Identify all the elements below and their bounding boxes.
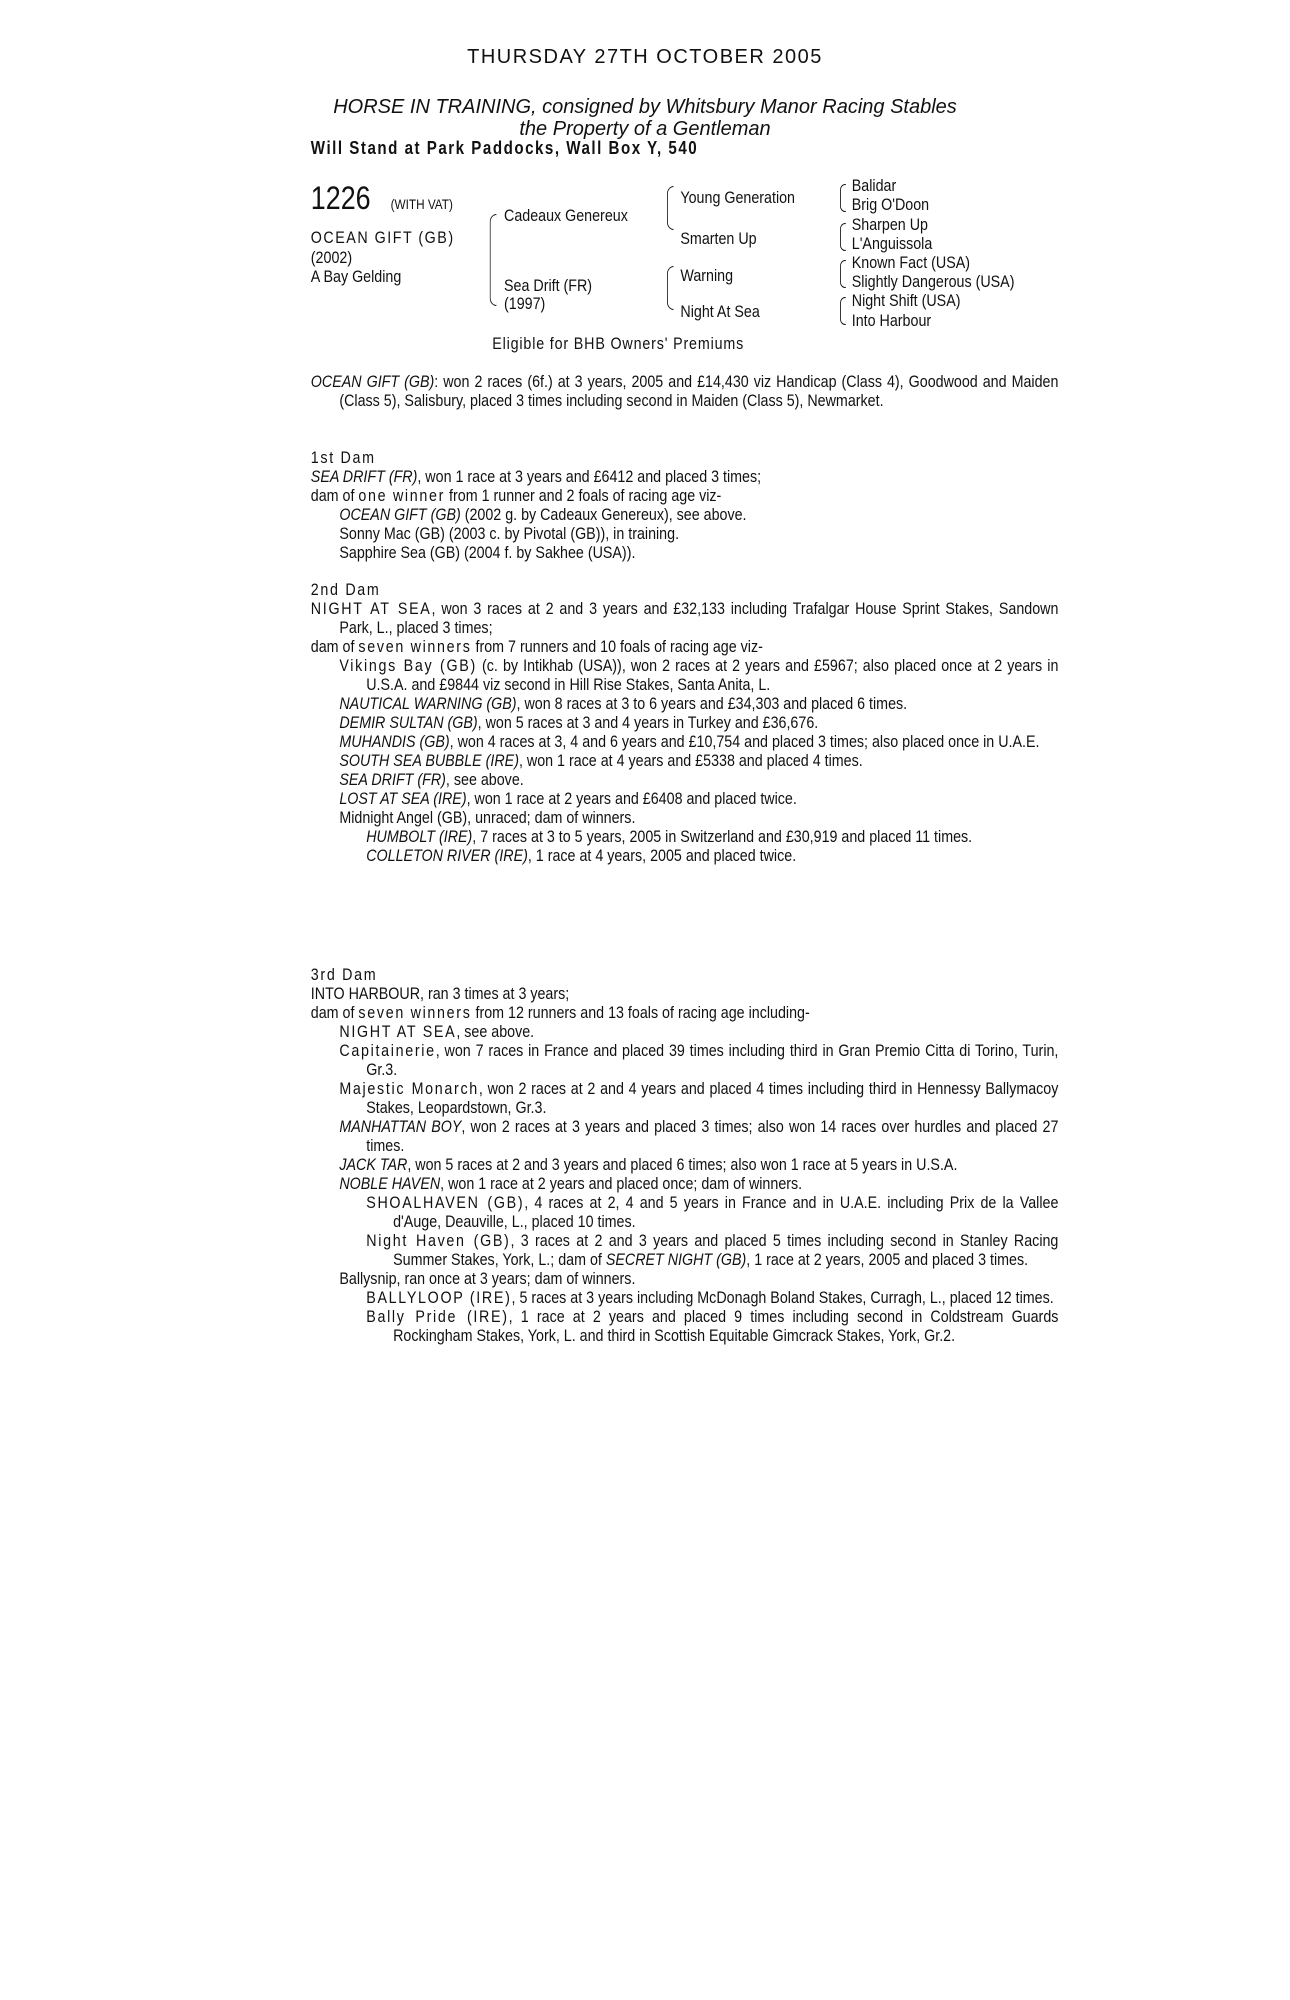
produce-detail: , see above. bbox=[445, 770, 524, 789]
brace-ggp-2 bbox=[840, 223, 846, 251]
produce-name: SOUTH SEA BUBBLE (IRE) bbox=[339, 751, 519, 770]
ggp-3: Sharpen Up bbox=[851, 215, 928, 234]
produce-detail: , won 8 races at 3 to 6 years and £34,303 and placed 6 times. bbox=[516, 694, 908, 713]
first-dam-produce-pre: dam of bbox=[310, 486, 359, 505]
grand-produce-detail: , 4 races at 2, 4 and 5 years in France and in U.A.E. including Prix de la Vallee d'Auge, Deauville, L., placed 10 times. bbox=[393, 1193, 1059, 1231]
produce-detail: , won 5 races at 2 and 3 years and placed 6 times; also won 1 race at 5 years in U.S.A. bbox=[407, 1155, 958, 1174]
produce-name: LOST AT SEA (IRE) bbox=[339, 789, 467, 808]
ggp-7: Night Shift (USA) bbox=[851, 291, 961, 310]
horse-description: A Bay Gelding bbox=[310, 267, 402, 286]
consignor-line: HORSE IN TRAINING, consigned by Whitsbury Manor Racing Stables bbox=[333, 96, 957, 118]
property-line: the Property of a Gentleman bbox=[519, 118, 771, 140]
first-dam-winners: one winner bbox=[358, 486, 446, 505]
third-dam-record: INTO HARBOUR, ran 3 times at 3 years; bbox=[310, 984, 570, 1003]
race-summary bbox=[311, 372, 1059, 410]
produce-name: NOBLE HAVEN bbox=[339, 1174, 441, 1193]
grand-produce-detail: , 7 races at 3 to 5 years, 2005 in Switzerland and £30,919 and placed 11 times. bbox=[472, 827, 973, 846]
lot-number: 1226 bbox=[310, 180, 371, 216]
sale-date: THURSDAY 27TH OCTOBER 2005 bbox=[467, 46, 823, 68]
premiums-note: Eligible for BHB Owners' Premiums bbox=[492, 334, 745, 353]
grand-produce-name: Night Haven (GB) bbox=[366, 1231, 511, 1250]
produce-entry: Ballysnip, ran once at 3 years; dam of winners. bbox=[339, 1269, 636, 1288]
produce-detail: , won 2 races at 2 and 4 years and placed 4 times including third in Hennessy Ballymacoy Stakes, Leopardstown, Gr.3. bbox=[366, 1079, 1059, 1117]
produce-detail: , won 4 races at 3, 4 and 6 years and £10,754 and placed 3 times; also placed once in U.A.E. bbox=[449, 732, 1040, 751]
produce-pre: dam of bbox=[310, 1003, 359, 1022]
foal-name: OCEAN GIFT (GB) bbox=[339, 505, 461, 524]
third-dam-section bbox=[311, 965, 1059, 1345]
produce-winners: seven winners bbox=[358, 637, 472, 656]
produce-name: Capitainerie bbox=[339, 1041, 436, 1060]
produce-name: JACK TAR bbox=[339, 1155, 408, 1174]
produce-detail: , won 5 races at 3 and 4 years in Turkey and £36,676. bbox=[477, 713, 819, 732]
produce-detail: , won 1 race at 2 years and placed once; dam of winners. bbox=[440, 1174, 803, 1193]
foal-detail: (2002 g. by Cadeaux Genereux), see above. bbox=[460, 505, 747, 524]
dam-year: (1997) bbox=[503, 294, 546, 313]
first-dam-name: SEA DRIFT (FR) bbox=[310, 467, 418, 486]
grand-produce-detail: , 3 races at 2 and 3 years and placed 5 times including second in Stanley Racing Summer Stakes, York, L.; dam of bbox=[393, 1231, 1059, 1269]
summary-text: : won 2 races (6f.) at 3 years, 2005 and £14,430 viz Handicap (Class 4), Goodwood and Maiden (Class 5), Salisbury, placed 3 times including second in Maiden (Class 5), Newmarket. bbox=[339, 372, 1059, 410]
grand-produce-name: COLLETON RIVER (IRE) bbox=[366, 846, 528, 865]
horse-year: (2002) bbox=[310, 248, 353, 267]
produce-name: NIGHT AT SEA bbox=[339, 1022, 457, 1041]
produce-name: SEA DRIFT (FR) bbox=[339, 770, 446, 789]
ggp-8: Into Harbour bbox=[851, 311, 932, 330]
grand-produce-name: Bally Pride (IRE) bbox=[366, 1307, 509, 1326]
produce-detail: , won 2 races at 3 years and placed 3 times; also won 14 races over hurdles and placed 27 times. bbox=[366, 1117, 1059, 1155]
grand-produce-name: HUMBOLT (IRE) bbox=[366, 827, 473, 846]
produce-post: from 12 runners and 13 foals of racing age including- bbox=[471, 1003, 810, 1022]
ggp-6: Slightly Dangerous (USA) bbox=[851, 272, 1015, 291]
ggp-1: Balidar bbox=[851, 176, 897, 195]
grand-produce-name: BALLYLOOP (IRE) bbox=[366, 1288, 512, 1307]
produce-name: Majestic Monarch bbox=[339, 1079, 479, 1098]
grand-produce-name: SHOALHAVEN (GB) bbox=[366, 1193, 525, 1212]
first-dam-section bbox=[311, 448, 1059, 562]
second-dam-title: 2nd Dam bbox=[310, 580, 381, 599]
brace-ggp-3 bbox=[840, 260, 846, 288]
produce-detail: , won 7 races in France and placed 39 times including third in Gran Premio Citta di Torino, Turin, Gr.3. bbox=[366, 1041, 1059, 1079]
produce-name: MUHANDIS (GB) bbox=[339, 732, 450, 751]
brace-ggp-4 bbox=[840, 297, 846, 325]
first-dam-title: 1st Dam bbox=[310, 448, 376, 467]
produce-name: Vikings Bay (GB) bbox=[339, 656, 477, 675]
produce-detail: , won 1 race at 2 years and £6408 and placed twice. bbox=[466, 789, 797, 808]
horse-name: OCEAN GIFT (GB) bbox=[310, 228, 455, 247]
produce-entry: Midnight Angel (GB), unraced; dam of winners. bbox=[339, 808, 636, 827]
grand-produce-detail: , 5 races at 3 years including McDonagh Boland Stakes, Curragh, L., placed 12 times. bbox=[511, 1288, 1054, 1307]
ggp-2: Brig O'Doon bbox=[851, 195, 930, 214]
vat-note: (WITH VAT) bbox=[390, 196, 453, 212]
brace-generation-1 bbox=[490, 214, 497, 306]
second-dam-record: , won 3 races at 2 and 3 years and £32,133 including Trafalgar House Sprint Stakes, Sandown Park, L., placed 3 times; bbox=[339, 599, 1059, 637]
brace-ggp-1 bbox=[840, 184, 846, 212]
great-grand-produce-name: SECRET NIGHT (GB) bbox=[605, 1250, 747, 1269]
dam-sire: Warning bbox=[680, 266, 734, 285]
grand-produce-detail: , 1 race at 2 years and placed 9 times including second in Coldstream Guards Rockingham Stakes, York, L. and third in Scottish Equitable Gimcrack Stakes, York, Gr.2. bbox=[393, 1307, 1059, 1345]
first-dam-record: , won 1 race at 3 years and £6412 and placed 3 times; bbox=[417, 467, 762, 486]
sire: Cadeaux Genereux bbox=[503, 206, 628, 225]
produce-name: MANHATTAN BOY bbox=[339, 1117, 462, 1136]
brace-sire-line bbox=[667, 186, 674, 230]
third-dam-title: 3rd Dam bbox=[310, 965, 378, 984]
second-dam-name: NIGHT AT SEA bbox=[310, 599, 432, 618]
foal-entry: Sapphire Sea (GB) (2004 f. by Sakhee (USA)). bbox=[339, 543, 636, 562]
sire-dam: Smarten Up bbox=[680, 229, 757, 248]
great-grand-produce-detail: , 1 race at 2 years, 2005 and placed 3 times. bbox=[746, 1250, 1029, 1269]
dam-dam: Night At Sea bbox=[680, 302, 760, 321]
sire-sire: Young Generation bbox=[680, 188, 796, 207]
ggp-5: Known Fact (USA) bbox=[851, 253, 971, 272]
produce-detail: , won 1 race at 4 years and £5338 and placed 4 times. bbox=[518, 751, 863, 770]
ggp-4: L'Anguissola bbox=[851, 234, 933, 253]
produce-winners: seven winners bbox=[358, 1003, 472, 1022]
produce-detail: , see above. bbox=[456, 1022, 535, 1041]
produce-name: DEMIR SULTAN (GB) bbox=[339, 713, 478, 732]
brace-dam-line bbox=[667, 266, 674, 310]
second-dam-section bbox=[311, 580, 1059, 865]
summary-horse-name: OCEAN GIFT (GB) bbox=[310, 372, 435, 391]
dam: Sea Drift (FR) bbox=[503, 276, 593, 295]
stable-location: Will Stand at Park Paddocks, Wall Box Y, 540 bbox=[310, 138, 699, 158]
produce-post: from 7 runners and 10 foals of racing age viz- bbox=[471, 637, 763, 656]
first-dam-produce-post: from 1 runner and 2 foals of racing age viz- bbox=[445, 486, 722, 505]
produce-name: NAUTICAL WARNING (GB) bbox=[339, 694, 517, 713]
produce-pre: dam of bbox=[310, 637, 359, 656]
produce-detail: (c. by Intikhab (USA)), won 2 races at 2 years and £5967; also placed once at 2 years in U.S.A. and £9844 viz second in Hill Rise Stakes, Santa Anita, L. bbox=[366, 656, 1059, 694]
grand-produce-detail: , 1 race at 4 years, 2005 and placed twice. bbox=[527, 846, 797, 865]
foal-entry: Sonny Mac (GB) (2003 c. by Pivotal (GB)), in training. bbox=[339, 524, 680, 543]
